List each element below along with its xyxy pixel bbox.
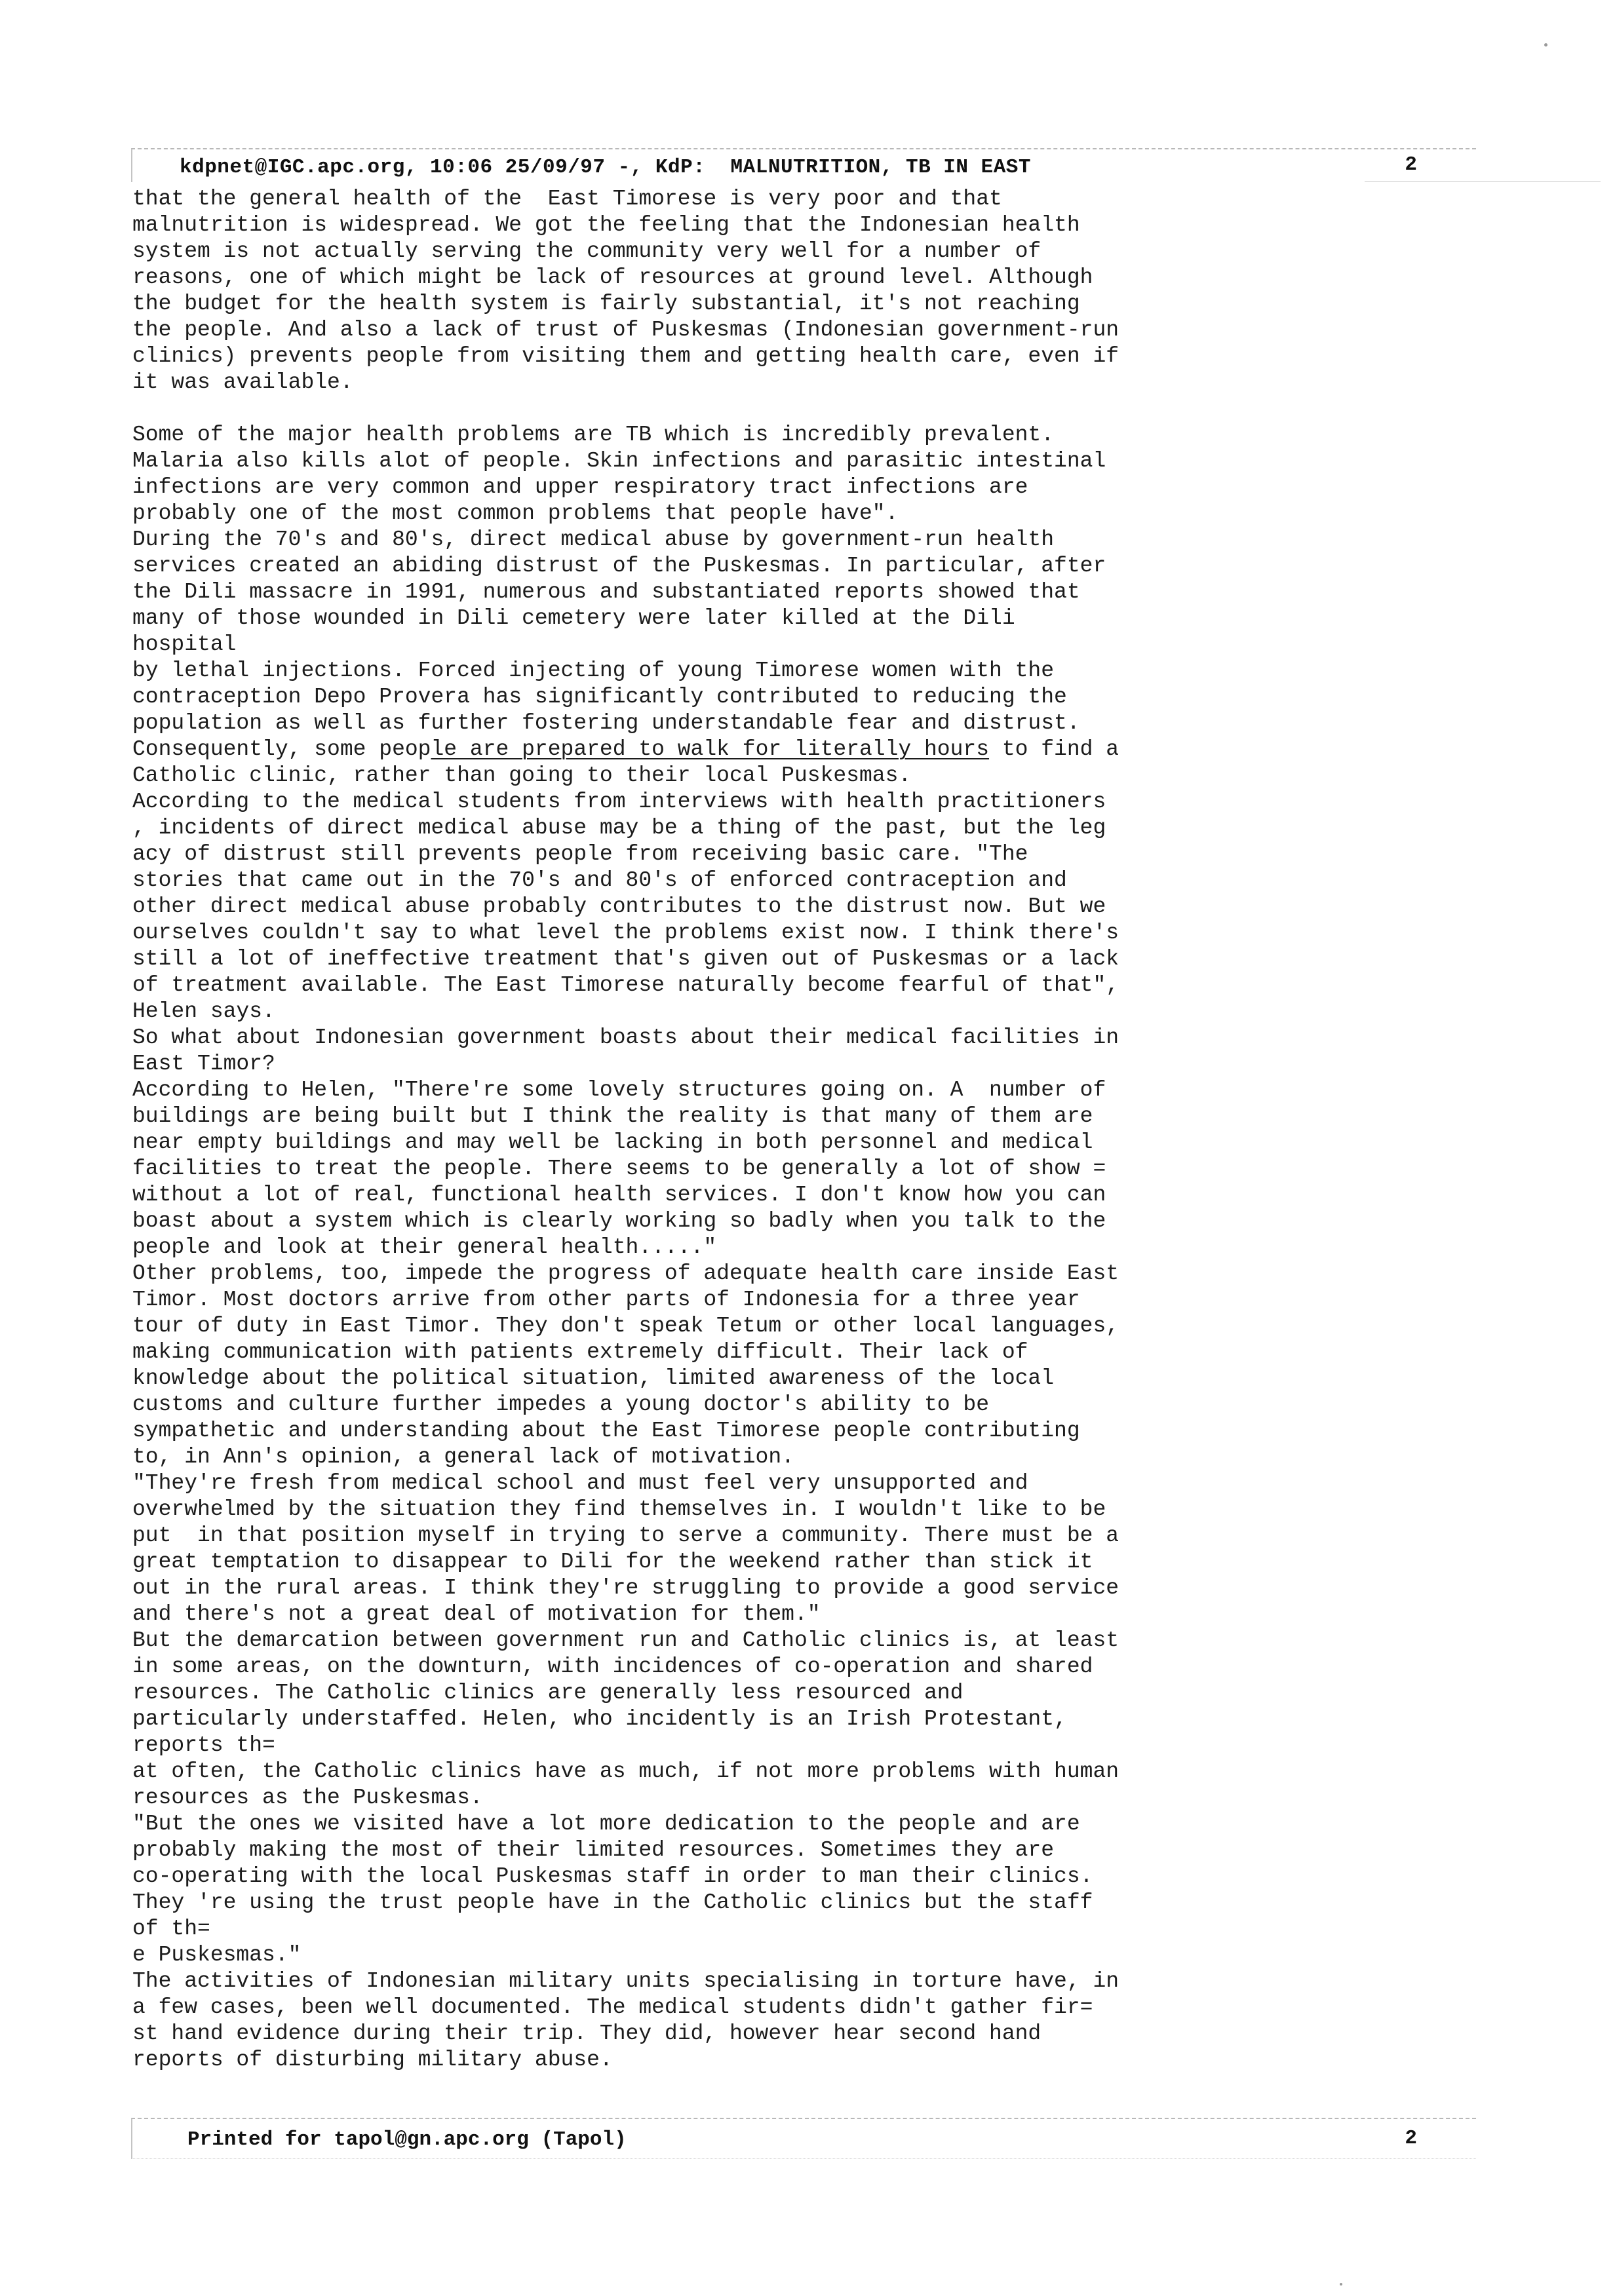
- line-segment: Consequently, some peop: [132, 737, 431, 761]
- body-line: buildings are being built but I think the reality is that many of them are: [132, 1104, 1093, 1128]
- body-line: many of those wounded in Dili cemetery were later killed at the Dili: [132, 606, 1015, 630]
- body-line: acy of distrust still prevents people from receiving basic care. "The: [132, 842, 1028, 866]
- body-line: making communication with patients extremely difficult. Their lack of: [132, 1340, 1028, 1364]
- body-line: near empty buildings and may well be lacking in both personnel and medical: [132, 1130, 1093, 1155]
- body-line: co-operating with the local Puskesmas staff in order to man their clinics.: [132, 1864, 1093, 1888]
- body-line: without a lot of real, functional health services. I don't know how you can: [132, 1183, 1106, 1207]
- body-line: knowledge about the political situation, limited awareness of the local: [132, 1366, 1055, 1390]
- body-line: According to Helen, "There're some lovely structures going on. A number of: [132, 1078, 1106, 1102]
- body-line: reasons, one of which might be lack of resources at ground level. Although: [132, 265, 1093, 290]
- scan-speck: [1340, 2283, 1342, 2286]
- body-line: They 're using the trust people have in the Catholic clinics but the staff: [132, 1890, 1093, 1915]
- body-line: stories that came out in the 70's and 80's of enforced contraception and: [132, 868, 1067, 892]
- body-line: hospital: [132, 632, 237, 657]
- body-line: Malaria also kills alot of people. Skin infections and parasitic intestinal: [132, 449, 1106, 473]
- body-line: particularly understaffed. Helen, who incidently is an Irish Protestant,: [132, 1707, 1067, 1731]
- body-line: ourselves couldn't say to what level the problems exist now. I think there's: [132, 921, 1119, 945]
- body-line: st hand evidence during their trip. They did, however hear second hand: [132, 2021, 1041, 2046]
- body-line: Other problems, too, impede the progress of adequate health care inside East: [132, 1261, 1119, 1286]
- body-line: put in that position myself in trying to serve a community. There must be a: [132, 1523, 1119, 1548]
- footer-printed-for: Printed for tapol@gn.apc.org (Tapol): [187, 2128, 627, 2151]
- body-line: sympathetic and understanding about the East Timorese people contributing: [132, 1419, 1080, 1443]
- body-line: overwhelmed by the situation they find themselves in. I wouldn't like to be: [132, 1497, 1106, 1521]
- body-line: Timor. Most doctors arrive from other parts of Indonesia for a three year: [132, 1288, 1080, 1312]
- body-line: the Dili massacre in 1991, numerous and substantiated reports showed that: [132, 580, 1080, 604]
- article-body: [132, 186, 1443, 2073]
- body-line: tour of duty in East Timor. They don't speak Tetum or other local languages,: [132, 1314, 1119, 1338]
- body-line: malnutrition is widespread. We got the feeling that the Indonesian health: [132, 213, 1080, 237]
- body-line: infections are very common and upper respiratory tract infections are: [132, 475, 1028, 499]
- body-line: So what about Indonesian government boasts about their medical facilities in: [132, 1025, 1119, 1050]
- scan-speck: [1544, 43, 1547, 47]
- body-line: The activities of Indonesian military units specialising in torture have, in: [132, 1969, 1119, 1993]
- body-line: contraception Depo Provera has significantly contributed to reducing the: [132, 685, 1067, 709]
- body-line: services created an abiding distrust of the Puskesmas. In particular, after: [132, 554, 1106, 578]
- body-line: [132, 396, 1443, 422]
- body-line: reports th=: [132, 1733, 275, 1757]
- body-line: But the demarcation between government run and Catholic clinics is, at least: [132, 1628, 1119, 1653]
- body-line: facilities to treat the people. There seems to be generally a lot of show =: [132, 1157, 1106, 1181]
- page-footer: [131, 2118, 1476, 2159]
- body-line: at often, the Catholic clinics have as much, if not more problems with human: [132, 1759, 1119, 1784]
- handwritten-underline-phrase: le are prepared to walk for literally hours: [431, 737, 990, 761]
- header-page-number: 2: [1405, 153, 1417, 176]
- body-line: by lethal injections. Forced injecting of young Timorese women with the: [132, 659, 1055, 683]
- body-line: of th=: [132, 1917, 210, 1941]
- body-line: Catholic clinic, rather than going to their local Puskesmas.: [132, 763, 912, 788]
- body-line: resources. The Catholic clinics are generally less resourced and: [132, 1681, 963, 1705]
- body-line: the budget for the health system is fairly substantial, it's not reaching: [132, 292, 1080, 316]
- header-title: kdpnet@IGC.apc.org, 10:06 25/09/97 -, KdP: MALNUTRITION, TB IN EAST: [180, 156, 1032, 179]
- body-line: "But the ones we visited have a lot more dedication to the people and are: [132, 1812, 1080, 1836]
- body-line: great temptation to disappear to Dili for the weekend rather than stick it: [132, 1550, 1093, 1574]
- body-line: that the general health of the East Timorese is very poor and that: [132, 187, 1002, 211]
- body-line: population as well as further fostering understandable fear and distrust.: [132, 711, 1080, 735]
- body-line: reports of disturbing military abuse.: [132, 2048, 613, 2072]
- body-line: [132, 737, 1443, 763]
- body-line: other direct medical abuse probably contributes to the distrust now. But we: [132, 894, 1106, 919]
- body-line: Some of the major health problems are TB which is incredibly prevalent.: [132, 423, 1055, 447]
- body-line: resources as the Puskesmas.: [132, 1786, 483, 1810]
- body-line: East Timor?: [132, 1052, 275, 1076]
- body-line: out in the rural areas. I think they're struggling to provide a good service: [132, 1576, 1119, 1600]
- body-line: to, in Ann's opinion, a general lack of motivation.: [132, 1445, 794, 1469]
- body-line: clinics) prevents people from visiting them and getting health care, even if: [132, 344, 1119, 368]
- body-line: "They're fresh from medical school and must feel very unsupported and: [132, 1471, 1028, 1495]
- body-line: people and look at their general health.....": [132, 1235, 717, 1259]
- body-line: probably making the most of their limited resources. Sometimes they are: [132, 1838, 1055, 1862]
- body-line: According to the medical students from interviews with health practitioners: [132, 790, 1106, 814]
- footer-page-number: 2: [1405, 2127, 1417, 2150]
- body-line: and there's not a great deal of motivation for them.": [132, 1602, 821, 1626]
- body-line: a few cases, been well documented. The medical students didn't gather fir=: [132, 1995, 1093, 2019]
- header-divider: [1365, 181, 1601, 182]
- body-line: the people. And also a lack of trust of Puskesmas (Indonesian government-run: [132, 318, 1119, 342]
- body-line: Helen says.: [132, 999, 275, 1024]
- body-line: still a lot of ineffective treatment that's given out of Puskesmas or a lack: [132, 947, 1119, 971]
- body-line: e Puskesmas.": [132, 1943, 302, 1967]
- body-line: , incidents of direct medical abuse may be a thing of the past, but the leg: [132, 816, 1106, 840]
- body-line: boast about a system which is clearly working so badly when you talk to the: [132, 1209, 1106, 1233]
- body-line: in some areas, on the downturn, with incidences of co-operation and shared: [132, 1655, 1093, 1679]
- body-line: During the 70's and 80's, direct medical abuse by government-run health: [132, 527, 1055, 552]
- body-line: customs and culture further impedes a young doctor's ability to be: [132, 1392, 990, 1417]
- body-line: probably one of the most common problems that people have".: [132, 501, 899, 526]
- body-line: of treatment available. The East Timorese naturally become fearful of that",: [132, 973, 1119, 997]
- page-header: [131, 148, 1476, 182]
- body-line: it was available.: [132, 370, 353, 394]
- body-line: system is not actually serving the community very well for a number of: [132, 239, 1041, 263]
- line-segment: to find a: [989, 737, 1119, 761]
